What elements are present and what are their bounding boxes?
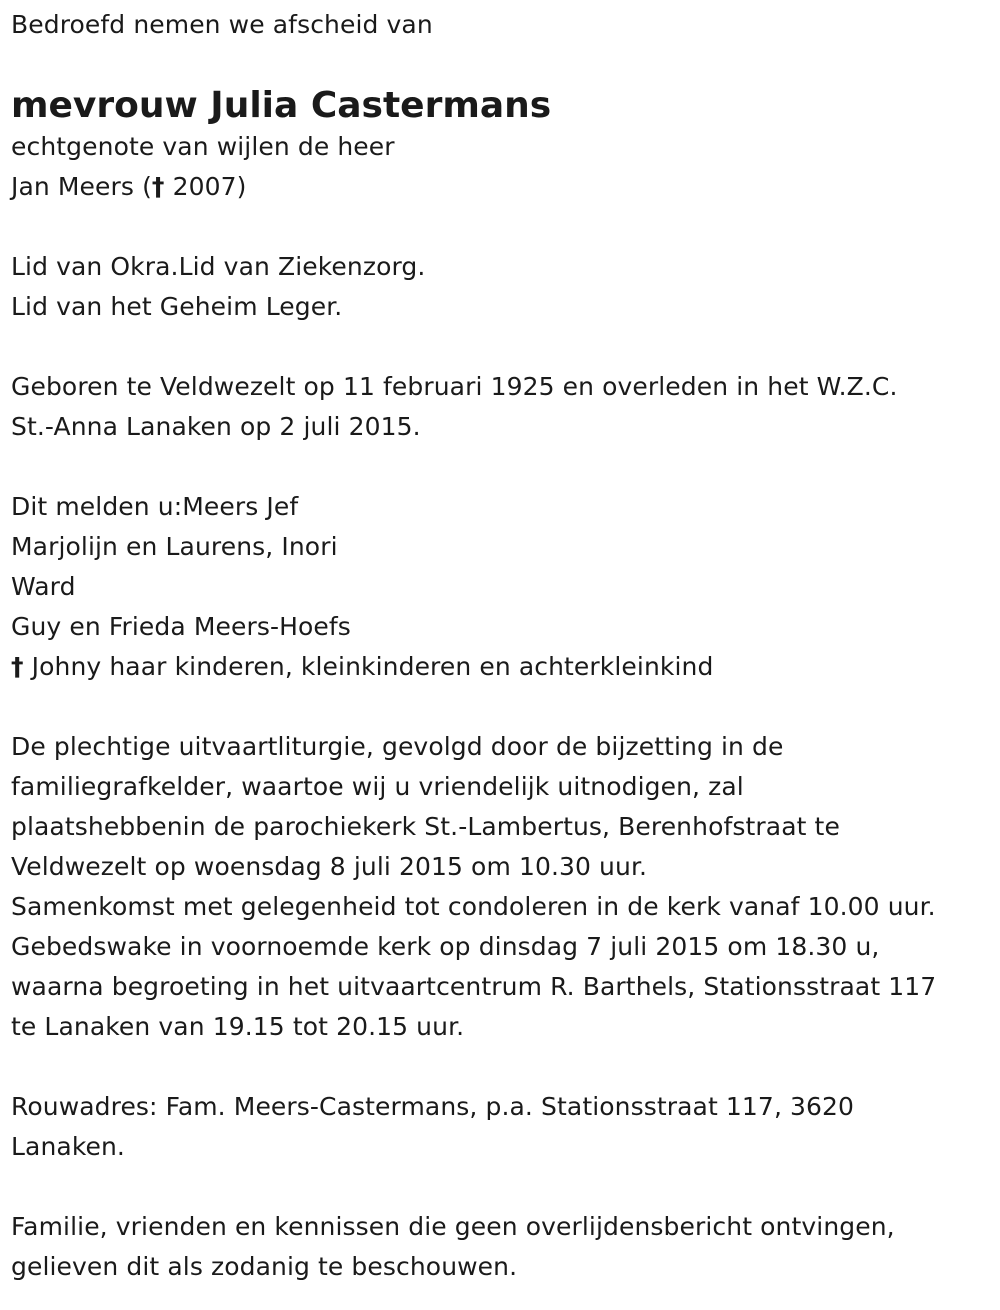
- ceremony-line: plaatshebbenin de parochiekerk St.-Lambertus, Berenhofstraat te: [11, 812, 840, 841]
- address-line: Rouwadres: Fam. Meers-Castermans, p.a. Stationsstraat 117, 3620: [11, 1092, 855, 1121]
- closing-line: Familie, vrienden en kennissen die geen overlijdensbericht ontvingen,: [11, 1212, 895, 1241]
- announcer-line: Dit melden u:Meers Jef: [11, 492, 299, 521]
- spacer: [11, 327, 996, 367]
- intro-line: Bedroefd nemen we afscheid van: [11, 10, 433, 39]
- spouse-line-2: [11, 167, 996, 207]
- address-line: Lanaken.: [11, 1132, 125, 1161]
- announcer-line: Guy en Frieda Meers-Hoefs: [11, 612, 351, 641]
- ceremony-line: te Lanaken van 19.15 tot 20.15 uur.: [11, 1012, 465, 1041]
- cross-icon: †: [151, 172, 165, 201]
- membership-line: Lid van het Geheim Leger.: [11, 292, 343, 321]
- obituary-notice: [11, 0, 996, 1287]
- spacer: [11, 207, 996, 247]
- spouse-name: Jan Meers (: [11, 172, 152, 201]
- ceremony-line: familiegrafkelder, waartoe wij u vriendelijk uitnodigen, zal: [11, 772, 744, 801]
- closing-line: gelieven dit als zodanig te beschouwen.: [11, 1252, 518, 1281]
- cross-icon: †: [11, 652, 24, 681]
- spacer: [11, 1047, 996, 1087]
- spacer: [11, 687, 996, 727]
- announcer-line: Ward: [11, 572, 76, 601]
- deceased-name: mevrouw Julia Castermans: [11, 85, 552, 126]
- ceremony-line: Veldwezelt op woensdag 8 juli 2015 om 10.30 uur.: [11, 852, 648, 881]
- announcer-line-deceased: [11, 647, 996, 687]
- ceremony-line: Samenkomst met gelegenheid tot condoleren in de kerk vanaf 10.00 uur.: [11, 892, 936, 921]
- spouse-death-year: 2007): [164, 172, 247, 201]
- birth-death-line: Geboren te Veldwezelt op 11 februari 1925 en overleden in het W.Z.C.: [11, 372, 898, 401]
- spacer: [11, 447, 996, 487]
- ceremony-line: De plechtige uitvaartliturgie, gevolgd door de bijzetting in de: [11, 732, 784, 761]
- ceremony-line: waarna begroeting in het uitvaartcentrum R. Barthels, Stationsstraat 117: [11, 972, 937, 1001]
- membership-line: Lid van Okra.Lid van Ziekenzorg.: [11, 252, 426, 281]
- announcer-line: Marjolijn en Laurens, Inori: [11, 532, 338, 561]
- spouse-line-1: echtgenote van wijlen de heer: [11, 132, 395, 161]
- spacer: [11, 1167, 996, 1207]
- ceremony-line: Gebedswake in voornoemde kerk op dinsdag 7 juli 2015 om 18.30 u,: [11, 932, 880, 961]
- birth-death-line: St.-Anna Lanaken op 2 juli 2015.: [11, 412, 421, 441]
- announcer-text: Johny haar kinderen, kleinkinderen en achterkleinkind: [23, 652, 714, 681]
